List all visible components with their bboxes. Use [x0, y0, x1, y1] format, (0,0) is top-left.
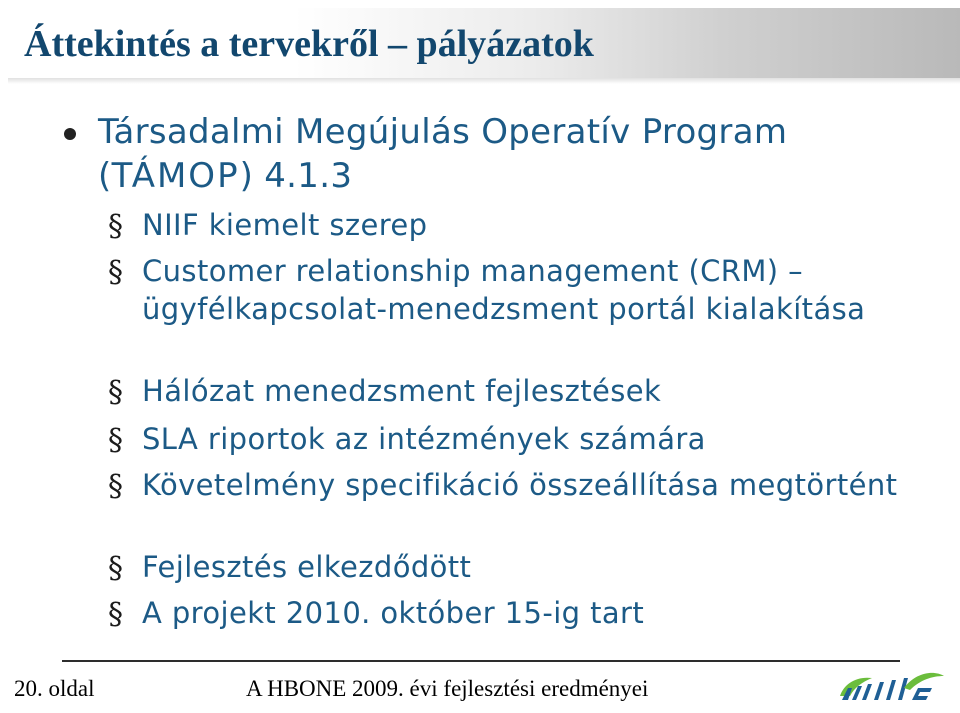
- list-item-text: Követelmény specifikáció összeállítása megtörtént: [142, 468, 898, 502]
- main-bullet-text: [98, 110, 898, 198]
- section-mark-icon: §: [108, 375, 124, 410]
- section-mark-icon: §: [108, 551, 124, 586]
- list-item-text: Fejlesztés elkezdődött: [142, 550, 472, 584]
- section-mark-icon: §: [108, 209, 124, 244]
- main-bullet-code: TÁMOP: [111, 156, 240, 196]
- section-mark-icon: §: [108, 423, 124, 458]
- list-item-text: Hálózat menedzsment fejlesztések: [142, 374, 662, 408]
- bullet-icon: [64, 128, 76, 140]
- niif-logo-icon: [834, 666, 948, 712]
- list-item: [108, 594, 908, 632]
- footer-divider: [62, 660, 900, 662]
- list-item-text: SLA riportok az intézmények számára: [142, 422, 706, 456]
- footer-title: A HBONE 2009. évi fejlesztési eredményei: [246, 676, 649, 701]
- list-item: [108, 420, 908, 458]
- list-item-text: Customer relationship management (CRM) – ügyfélkapcsolat-menedzsment portál kialakítása: [142, 254, 866, 326]
- list-item: [108, 466, 908, 504]
- slide-title: Áttekintés a tervekről – pályázatok: [24, 23, 594, 65]
- section-mark-icon: §: [108, 255, 124, 290]
- list-item-text: NIIF kiemelt szerep: [142, 208, 428, 242]
- section-mark-icon: §: [108, 469, 124, 504]
- list-item: [108, 252, 908, 328]
- list-item: [108, 372, 908, 410]
- list-item: [108, 548, 908, 586]
- list-item: [108, 206, 908, 244]
- list-item-text: A projekt 2010. október 15-ig tart: [142, 596, 645, 630]
- main-bullet-label: Társadalmi Megújulás Operatív Program (: [98, 112, 788, 196]
- section-mark-icon: §: [108, 597, 124, 632]
- main-bullet-suffix: ) 4.1.3: [239, 156, 353, 196]
- page-number: 20. oldal: [14, 676, 95, 701]
